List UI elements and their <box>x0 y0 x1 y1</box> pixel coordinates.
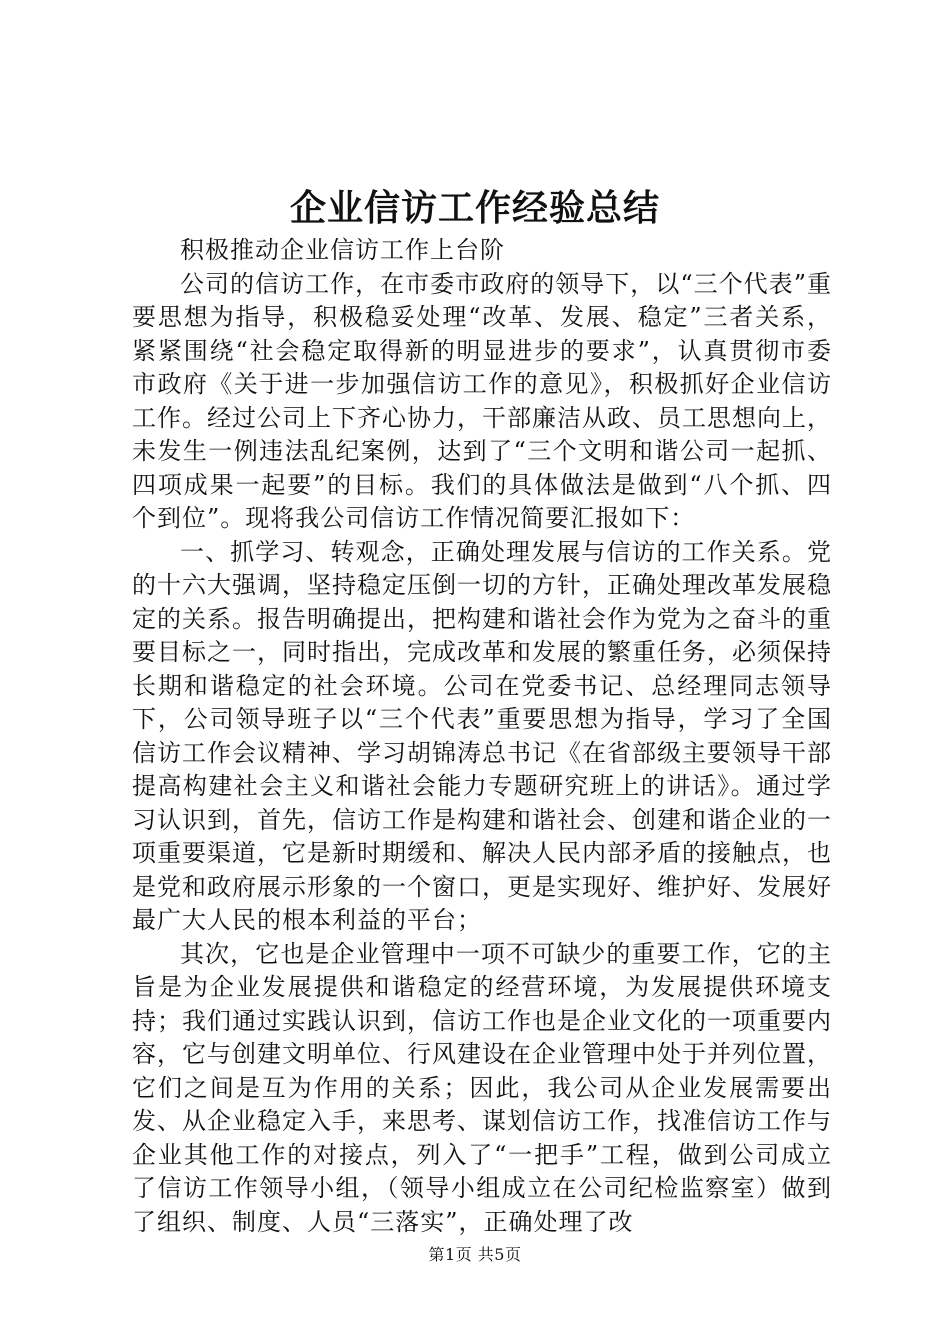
document-subtitle: 积极推动企业信访工作上台阶 <box>180 236 505 264</box>
paragraph-section-one: 一、抓学习、转观念，正确处理发展与信访的工作关系。党的十六大强调，坚持稳定压倒一切的方针，正确处理改革发展稳定的关系。报告明确提出，把构建和谐社会作为党为之奋斗的重要目标之一，同时指出，完成改革和发展的繁重任务，必须保持长期和谐稳定的社会环境。公司在党委书记、总经理同志领导下，公司领导班子以“三个代表”重要思想为指导，学习了全国信访工作会议精神、学习胡锦涛总书记《在省部级主要领导干部提高构建社会主义和谐社会能力专题研究班上的讲话》。通过学习认识到，首先，信访工作是构建和谐社会、创建和谐企业的一项重要渠道，它是新时期缓和、解决人民内部矛盾的接触点，也是党和政府展示形象的一个窗口，更是实现好、维护好、发展好最广大人民的根本利益的平台； <box>132 537 832 934</box>
document-body <box>132 234 832 1239</box>
document-title: 企业信访工作经验总结 <box>289 187 660 229</box>
paragraph-secondly: 其次，它也是企业管理中一项不可缺少的重要工作，它的主旨是为企业发展提供和谐稳定的经营环境，为发展提供环境支持；我们通过实践认识到，信访工作也是企业文化的一项重要内容，它与创建文明单位、行风建设在企业管理中处于并列位置，它们之间是互为作用的关系；因此，我公司从企业发展需要出发、从企业稳定入手，来思考、谋划信访工作，找准信访工作与企业其他工作的对接点，列入了“一把手”工程，做到公司成立了信访工作领导小组，（领导小组成立在公司纪检监察室）做到了组织、制度、人员“三落实”，正确处理了改 <box>132 939 832 1236</box>
page-number-footer: 第1页 共5页 <box>428 1245 522 1264</box>
paragraph-intro: 公司的信访工作，在市委市政府的领导下，以“三个代表”重要思想为指导，积极稳妥处理“改革、发展、稳定”三者关系，紧紧围绕“社会稳定取得新的明显进步的要求”，认真贯彻市委市政府《关于进一步加强信访工作的意见》，积极抓好企业信访工作。经过公司上下齐心协力，干部廉洁从政、员工思想向上，未发生一例违法乱纪案例，达到了“三个文明和谐公司一起抓、四项成果一起要”的目标。我们的具体做法是做到“八个抓、四个到位”。现将我公司信访工作情况简要汇报如下： <box>132 269 832 532</box>
